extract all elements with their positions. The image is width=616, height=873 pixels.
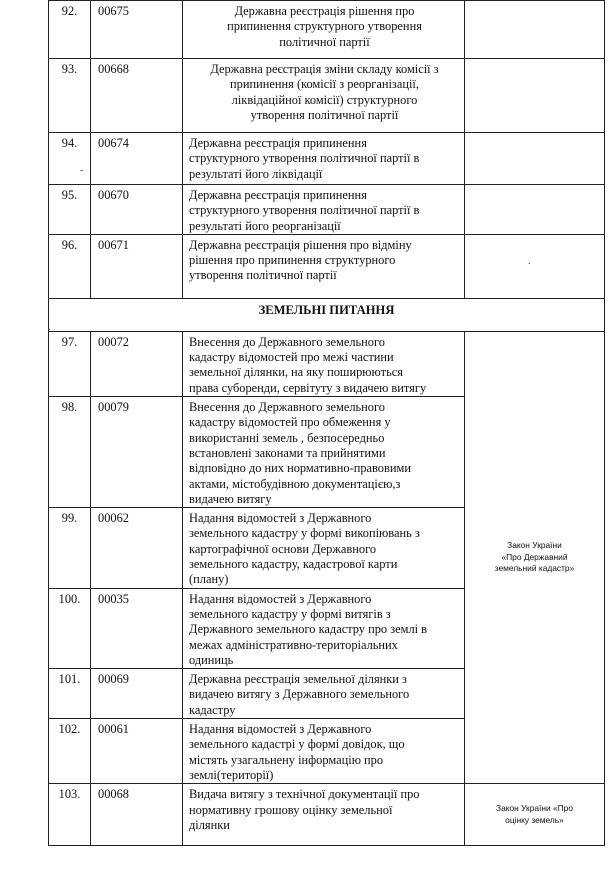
- text-line: Державна реєстрація припинення: [189, 188, 367, 202]
- text-line: Закон України: [507, 540, 562, 551]
- text-line: видачею витягу з Державного земельного: [189, 687, 410, 702]
- section-row: [49, 298, 605, 331]
- text-line: землі(території): [189, 767, 274, 782]
- text-line: Внесення до Державного земельного: [189, 334, 385, 349]
- table-row: [49, 185, 605, 235]
- row-number: 98.: [49, 397, 91, 508]
- service-description: [183, 59, 465, 133]
- text-line: Надання відомостей з Державного: [189, 591, 372, 606]
- text-line: відповідно до них нормативно-правовими: [189, 461, 411, 476]
- stray-mark: .: [528, 256, 531, 267]
- text-line: утворення політичної партії: [250, 107, 399, 122]
- text-line: земельний кадастр»: [494, 563, 575, 574]
- services-table: [48, 0, 605, 846]
- text-line: нормативну грошову оцінку земельної: [189, 802, 393, 817]
- legal-basis-cadastre: [465, 331, 605, 783]
- text-line: структурного утворення політичної партії в: [189, 203, 420, 218]
- service-code: 00670: [91, 185, 183, 235]
- service-code: 00079: [91, 397, 183, 508]
- stray-mark: .: [48, 322, 51, 333]
- text-line: земельного кадастру у формі витягів з: [189, 606, 391, 621]
- service-description: [183, 719, 465, 784]
- service-description: [183, 234, 465, 298]
- service-description: [183, 133, 465, 185]
- text-line: структурного утворення політичної партії в: [189, 151, 420, 166]
- document-page: [48, 0, 604, 846]
- text-line: припинення структурного утворення: [227, 19, 422, 34]
- text-line: земельного кадастру у формі викопіювань з: [189, 526, 420, 541]
- text-line: актами, містобудівною документацією,з: [189, 476, 401, 491]
- text-line: кадастру відомостей про обмеження у: [189, 415, 391, 430]
- text-line: земельного кадастру, кадастрової карти: [189, 557, 398, 572]
- text-line: рішення про припинення структурного: [189, 253, 396, 268]
- service-code: 00068: [91, 784, 183, 846]
- text-line: встановлені законами та прийнятими: [189, 445, 386, 460]
- legal-basis-cell: [465, 59, 605, 133]
- service-code: 00069: [91, 669, 183, 719]
- text-line: припинення (комісії з реорганізації,: [230, 77, 419, 92]
- text-line: містять узагальнену інформацію про: [189, 752, 384, 767]
- table-row: [49, 59, 605, 133]
- row-number: 95.: [49, 185, 91, 235]
- stray-mark: -: [80, 165, 84, 176]
- service-description: [183, 784, 465, 846]
- row-number: 94.: [49, 133, 91, 185]
- legal-basis-cell: [465, 133, 605, 185]
- table-row: [49, 133, 605, 185]
- text-line: Надання відомостей з Державного: [189, 511, 372, 526]
- text-line: утворення політичної партії: [189, 268, 337, 283]
- service-description: [183, 397, 465, 508]
- service-description: [183, 185, 465, 235]
- text-line: земельного кадастрі у формі довідок, що: [189, 737, 405, 752]
- legal-basis-cell: [465, 1, 605, 59]
- text-line: Державна реєстрація земельної ділянки з: [189, 672, 407, 687]
- text-line: Надання відомостей з Державного: [189, 722, 372, 737]
- service-description: [183, 331, 465, 396]
- text-line: Внесення до Державного земельного: [189, 400, 385, 415]
- service-code: 00035: [91, 588, 183, 668]
- table-row: [49, 331, 605, 396]
- text-line: «Про Державний: [501, 551, 568, 562]
- text-line: кадастру відомостей про межі частини: [189, 350, 394, 365]
- text-line: межах адміністративно-територіальних: [189, 637, 398, 652]
- table-row: [49, 784, 605, 846]
- text-line: ліквідаційної комісії) структурного: [231, 92, 418, 107]
- text-line: Державного земельного кадастру про землі в: [189, 622, 428, 637]
- text-line: Державна реєстрація припинення: [189, 136, 367, 150]
- service-code: 00061: [91, 719, 183, 784]
- section-title: ЗЕМЕЛЬНІ ПИТАННЯ: [49, 298, 605, 331]
- service-code: 00671: [91, 234, 183, 298]
- row-number: 103.: [49, 784, 91, 846]
- text-line: результаті його реорганізації: [189, 218, 341, 233]
- text-line: Державна реєстрація рішення про: [234, 4, 415, 18]
- service-code: 00668: [91, 59, 183, 133]
- row-number: 93.: [49, 59, 91, 133]
- text-line: Видача витягу з технічної документації про: [189, 787, 420, 802]
- row-number: 100.: [49, 588, 91, 668]
- text-line: Державна реєстрація зміни складу комісії з: [210, 62, 439, 76]
- row-number: 97.: [49, 331, 91, 396]
- row-number: 102.: [49, 719, 91, 784]
- legal-basis-valuation: [465, 784, 605, 846]
- legal-basis-cell: [465, 185, 605, 235]
- service-code: 00675: [91, 1, 183, 59]
- row-number: 99.: [49, 508, 91, 588]
- text-line: видачею витягу: [189, 491, 272, 506]
- service-description: [183, 669, 465, 719]
- text-line: оцінку земель»: [505, 814, 564, 825]
- service-description: [183, 1, 465, 59]
- text-line: ділянки: [189, 817, 230, 832]
- table-row: [49, 234, 605, 298]
- text-line: Державна реєстрація рішення про відміну: [189, 237, 412, 252]
- service-code: 00072: [91, 331, 183, 396]
- text-line: картографічної основи Державного: [189, 541, 377, 556]
- text-line: земельної ділянки, на яку поширюються: [189, 365, 403, 380]
- text-line: Закон України «Про: [496, 803, 573, 814]
- row-number: 101.: [49, 669, 91, 719]
- service-code: 00062: [91, 508, 183, 588]
- service-description: [183, 508, 465, 588]
- text-line: кадастру: [189, 702, 236, 717]
- table-row: [49, 1, 605, 59]
- text-line: результаті його ліквідації: [189, 166, 323, 181]
- legal-basis-cell: [465, 234, 605, 298]
- text-line: права суборенди, сервітуту з видачею витягу: [189, 380, 427, 395]
- row-number: 96.: [49, 234, 91, 298]
- service-code: 00674: [91, 133, 183, 185]
- text-line: одиниць: [189, 652, 234, 667]
- text-line: (плану): [189, 572, 229, 587]
- text-line: використанні земель , безпосередньо: [189, 430, 385, 445]
- service-description: [183, 588, 465, 668]
- row-number: 92.: [49, 1, 91, 59]
- text-line: політичної партії: [279, 34, 370, 49]
